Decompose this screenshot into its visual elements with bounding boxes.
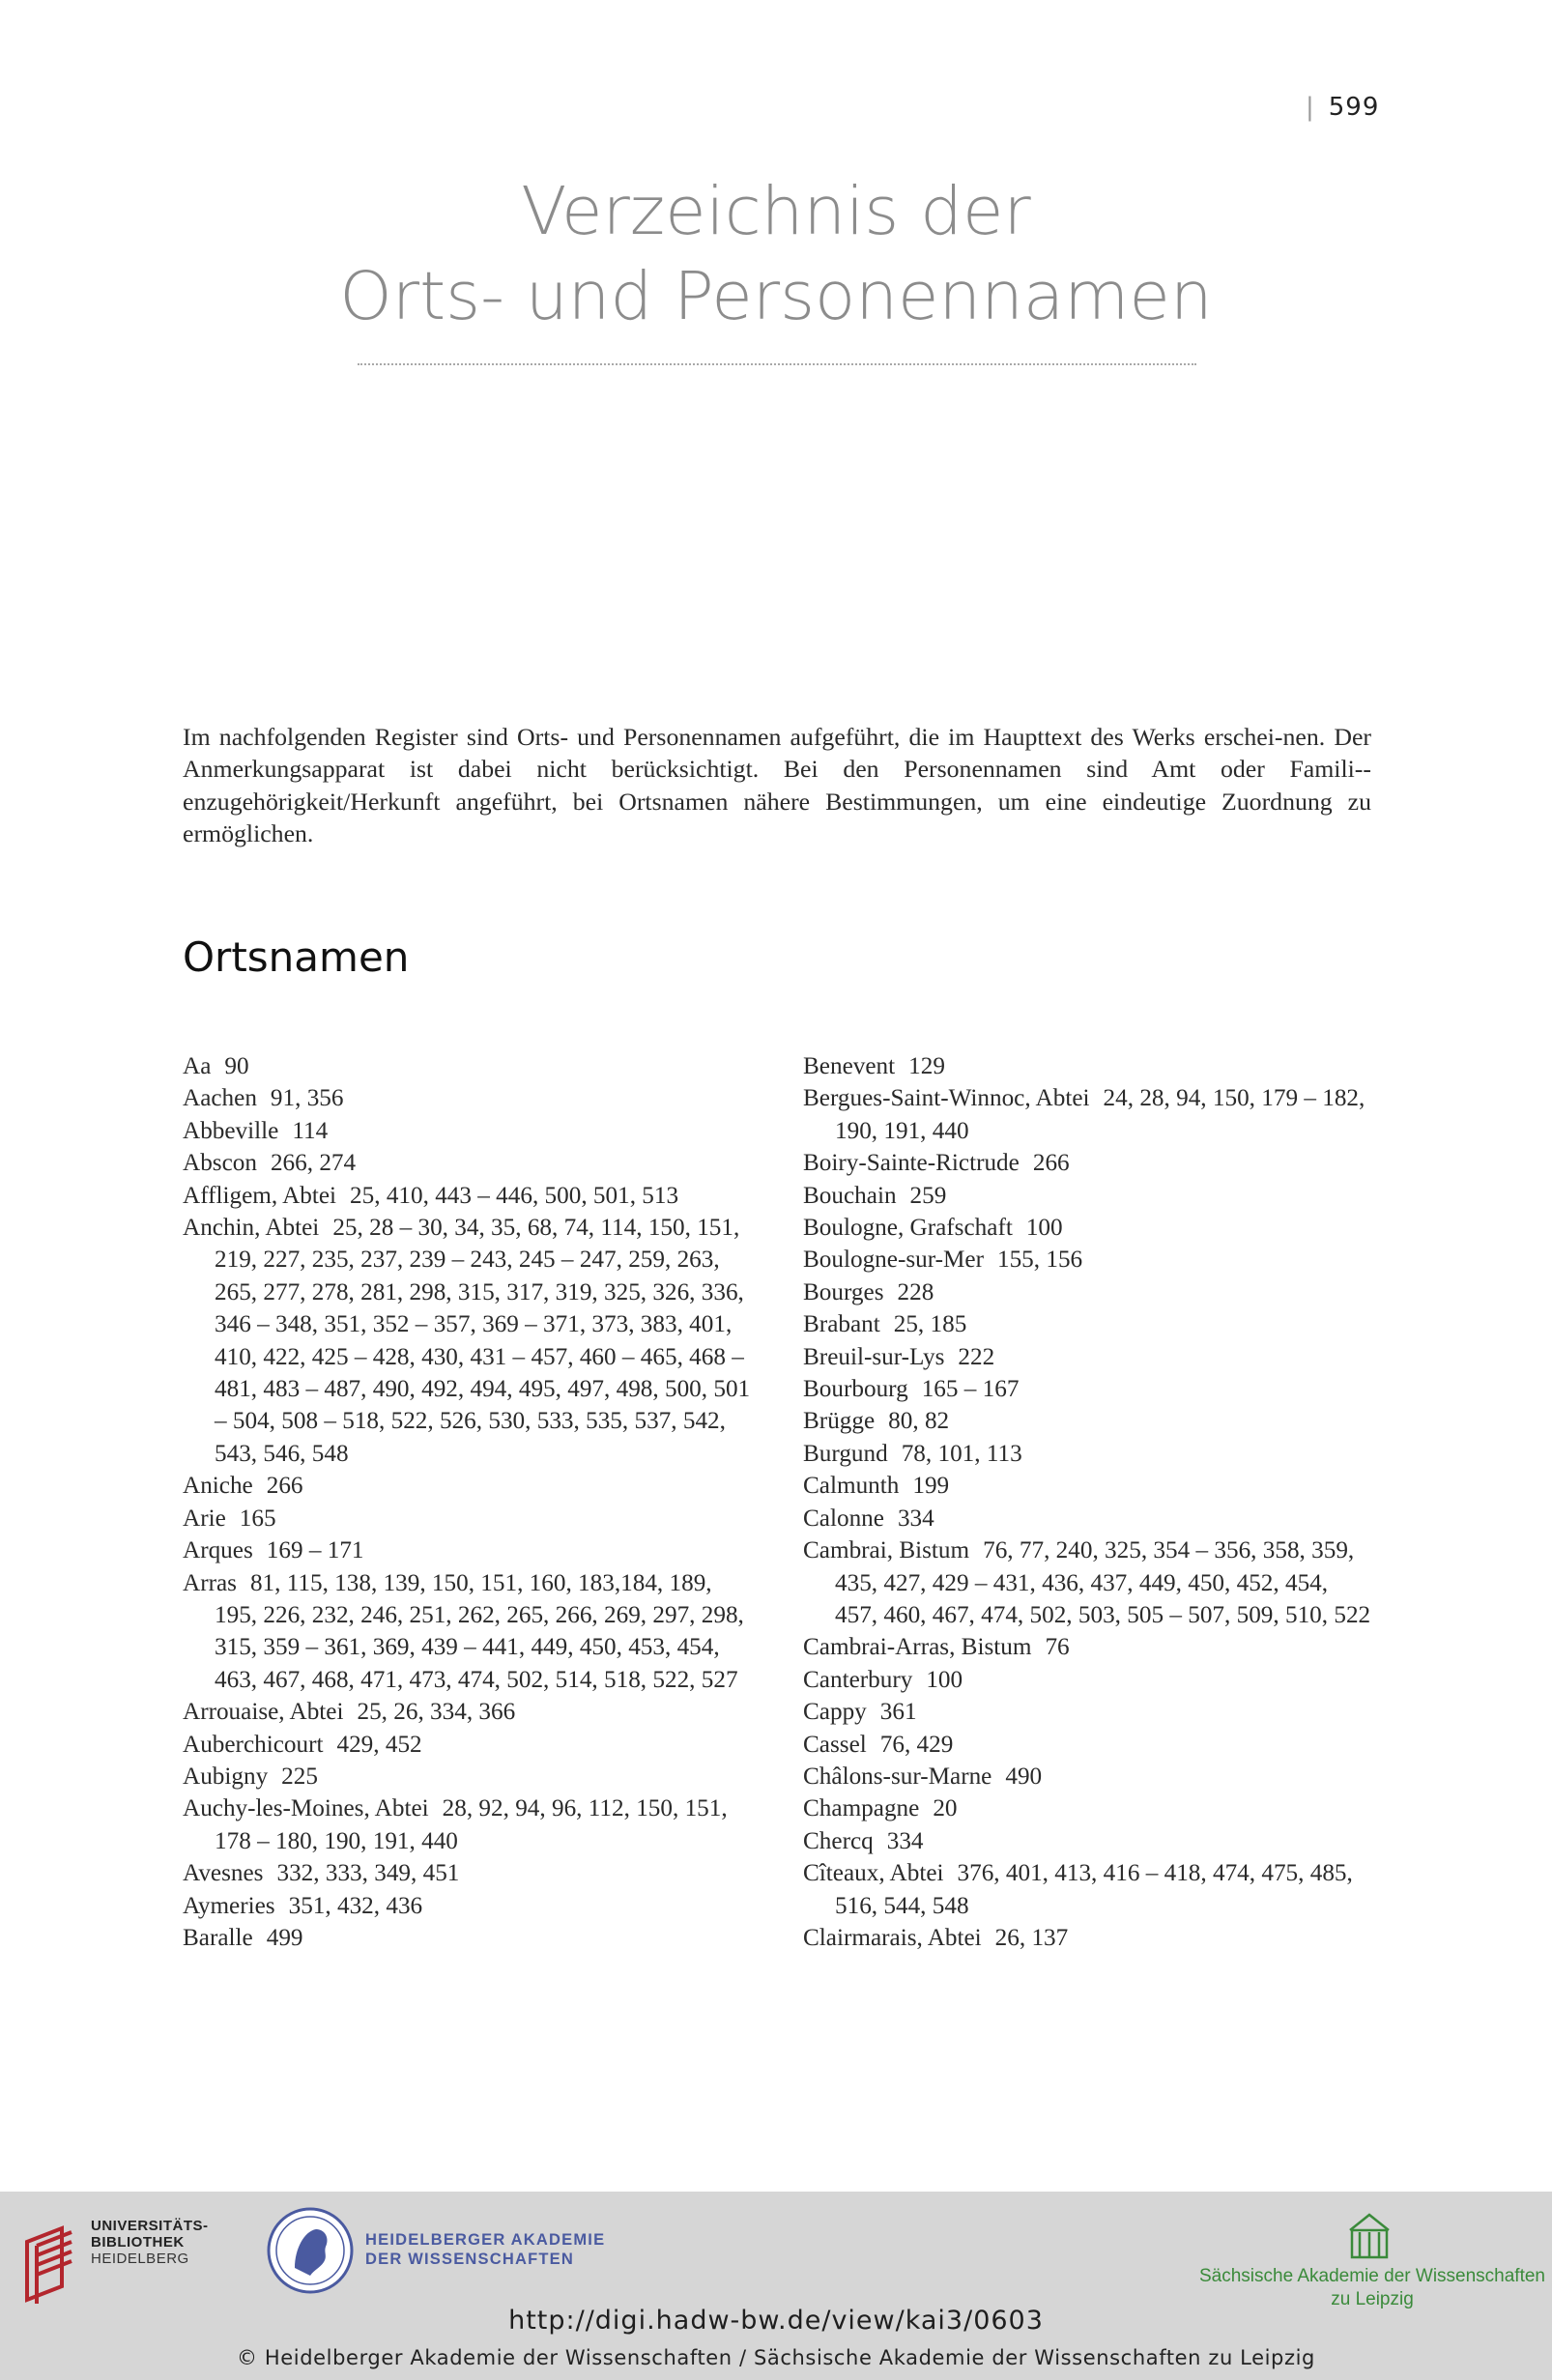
entry-pages: 76, 77, 240, 325, 354 – 356, 358, 359, 435, 427, 429 – 431, 436, 437, 449, 450, 452, 454, 457, 460, 467, 474, 502, 503, 505 – 507, 509, 510, 522	[835, 1537, 1371, 1628]
index-entry	[183, 1696, 753, 1728]
entry-pages: 266	[266, 1473, 303, 1500]
index-entry	[183, 1147, 753, 1179]
page-title	[0, 169, 1552, 339]
ub-logo-text[interactable]: UNIVERSITÄTS- BIBLIOTHEK HEIDELBERG	[91, 2218, 209, 2267]
index-entry	[803, 1664, 1373, 1696]
entry-pages: 25, 185	[893, 1311, 967, 1338]
entry-pages: 76	[1045, 1634, 1070, 1661]
title-line-1: Verzeichnis der	[521, 173, 1031, 250]
index-entry	[183, 1729, 753, 1761]
entry-name: Aymeries	[183, 1892, 275, 1919]
index-column-left	[183, 1050, 753, 1954]
entry-name: Arras	[183, 1569, 237, 1596]
index-entry	[803, 1082, 1373, 1147]
entry-pages: 225	[281, 1763, 318, 1790]
entry-pages: 78, 101, 113	[901, 1440, 1022, 1467]
entry-name: Bourges	[803, 1278, 884, 1305]
entry-name: Auberchicourt	[183, 1731, 324, 1758]
entry-pages: 266	[1032, 1150, 1070, 1177]
index-entry	[803, 1341, 1373, 1373]
entry-pages: 76, 429	[879, 1731, 954, 1758]
entry-pages: 499	[266, 1924, 303, 1951]
entry-pages: 334	[897, 1505, 934, 1532]
saw-logo-text[interactable]: Sächsische Akademie der Wissenschaften zu Leipzig	[1198, 2266, 1545, 2309]
intro-paragraph: Im nachfolgenden Register sind Orts- und Personennamen aufgeführt, die im Haupttext des Werks erschei-nen. Der Anmerkungsapparat ist dabei nicht berücksichtigt. Bei den Personennamen sind Amt oder Famili-enzugehörigkeit/Herkunft angeführt, bei Ortsnamen nähere Bestimmungen, um eine eindeutige Zuordnung zu ermöglichen.	[183, 722, 1371, 848]
index-entry	[803, 1050, 1373, 1082]
entry-pages: 351, 432, 436	[288, 1892, 423, 1919]
index-entry	[803, 1147, 1373, 1179]
entry-pages: 100	[926, 1666, 963, 1693]
index-entry	[803, 1825, 1373, 1857]
index-entry	[803, 1857, 1373, 1922]
entry-pages: 114	[292, 1117, 329, 1144]
entry-pages: 169 – 171	[266, 1537, 364, 1564]
entry-pages: 129	[908, 1053, 945, 1079]
index-entry	[803, 1534, 1373, 1631]
entry-pages: 222	[958, 1343, 995, 1370]
entry-pages: 100	[1025, 1215, 1063, 1242]
entry-name: Burgund	[803, 1440, 888, 1467]
entry-name: Canterbury	[803, 1666, 913, 1693]
index-entry	[183, 1180, 753, 1212]
index-entry	[183, 1922, 753, 1954]
entry-name: Boiry-Sainte-Rictrude	[803, 1150, 1020, 1177]
index-entry	[803, 1276, 1373, 1308]
index-entry	[803, 1308, 1373, 1340]
index-entry	[803, 1405, 1373, 1437]
entry-name: Chercq	[803, 1827, 874, 1854]
page-number: | 599	[1306, 93, 1380, 122]
index-column-right	[803, 1050, 1373, 1954]
entry-name: Cambrai-Arras, Bistum	[803, 1634, 1032, 1661]
entry-name: Aniche	[183, 1473, 253, 1500]
entry-name: Aachen	[183, 1085, 257, 1112]
index-entry	[183, 1890, 753, 1922]
index-entry	[803, 1761, 1373, 1792]
index-entry	[803, 1729, 1373, 1761]
index-entry	[803, 1373, 1373, 1405]
hadw-logo-text[interactable]: HEIDELBERGER AKADEMIE DER WISSENSCHAFTEN	[365, 2231, 606, 2268]
index-entry	[803, 1180, 1373, 1212]
entry-pages: 91, 356	[270, 1085, 344, 1112]
entry-name: Brügge	[803, 1408, 876, 1435]
hadw-seal-icon[interactable]	[266, 2206, 355, 2295]
entry-pages: 376, 401, 413, 416 – 418, 474, 475, 485, 516, 544, 548	[835, 1860, 1353, 1919]
entry-name: Cambrai, Bistum	[803, 1537, 970, 1564]
index-entry	[183, 1082, 753, 1114]
index-entry	[803, 1470, 1373, 1502]
entry-pages: 259	[909, 1182, 947, 1209]
entry-pages: 28, 92, 94, 96, 112, 150, 151, 178 – 180, 190, 191, 440	[215, 1795, 728, 1854]
entry-pages: 90	[224, 1053, 249, 1079]
entry-pages: 25, 26, 334, 366	[357, 1699, 516, 1726]
entry-pages: 490	[1005, 1763, 1043, 1790]
index-entry	[183, 1050, 753, 1082]
entry-name: Arques	[183, 1537, 253, 1564]
entry-name: Bourbourg	[803, 1376, 908, 1403]
entry-pages: 24, 28, 94, 150, 179 – 182, 190, 191, 440	[835, 1085, 1365, 1144]
index-entry	[183, 1470, 753, 1502]
entry-pages: 228	[897, 1278, 934, 1305]
entry-pages: 165 – 167	[921, 1376, 1020, 1403]
entry-name: Champagne	[803, 1795, 920, 1822]
entry-name: Avesnes	[183, 1860, 264, 1887]
index-entry	[803, 1503, 1373, 1534]
entry-pages: 26, 137	[994, 1924, 1069, 1951]
index-entry	[183, 1503, 753, 1534]
index-entry	[183, 1212, 753, 1470]
entry-name: Calmunth	[803, 1473, 900, 1500]
index-entry	[803, 1244, 1373, 1276]
entry-pages: 266, 274	[270, 1150, 357, 1177]
entry-name: Bouchain	[803, 1182, 897, 1209]
entry-pages: 20	[933, 1795, 958, 1822]
copyright-notice: © Heidelberger Akademie der Wissenschaften / Sächsische Akademie der Wissenschaften zu Leipzig	[237, 2346, 1315, 2369]
entry-name: Abbeville	[183, 1117, 279, 1144]
entry-pages: 332, 333, 349, 451	[276, 1860, 460, 1887]
entry-name: Arrouaise, Abtei	[183, 1699, 344, 1726]
entry-pages: 80, 82	[888, 1408, 950, 1435]
permalink-url[interactable]: http://digi.hadw-bw.de/view/kai3/0603	[508, 2306, 1044, 2336]
entry-name: Cappy	[803, 1699, 867, 1726]
entry-name: Aubigny	[183, 1763, 269, 1790]
entry-name: Cassel	[803, 1731, 867, 1758]
index-entry	[183, 1857, 753, 1889]
entry-pages: 334	[886, 1827, 924, 1854]
entry-pages: 25, 410, 443 – 446, 500, 501, 513	[350, 1182, 679, 1209]
entry-pages: 199	[912, 1473, 950, 1500]
index-entry	[183, 1792, 753, 1857]
entry-name: Boulogne-sur-Mer	[803, 1247, 984, 1274]
entry-pages: 429, 452	[336, 1731, 422, 1758]
entry-name: Breuil-sur-Lys	[803, 1343, 945, 1370]
entry-pages: 81, 115, 138, 139, 150, 151, 160, 183,184, 189, 195, 226, 232, 246, 251, 262, 265, 266, 269, 297, 298, 315, 359 – 361, 369, 439 – 441, 449, 450, 453, 454, 463, 467, 468, 471, 473, 474, 502, 514, 518, 522, 527	[215, 1569, 744, 1693]
saw-building-icon[interactable]	[1346, 2211, 1393, 2261]
index-entry	[803, 1438, 1373, 1470]
index-entry	[183, 1115, 753, 1147]
index-entry	[803, 1631, 1373, 1663]
entry-name: Aa	[183, 1053, 212, 1079]
entry-name: Cîteaux, Abtei	[803, 1860, 944, 1887]
entry-name: Brabant	[803, 1311, 880, 1338]
entry-name: Anchin, Abtei	[183, 1215, 320, 1242]
index-entry	[183, 1534, 753, 1566]
footer-bar	[0, 2192, 1552, 2380]
entry-pages: 165	[239, 1505, 276, 1532]
entry-name: Baralle	[183, 1924, 253, 1951]
entry-name: Arie	[183, 1505, 226, 1532]
index-entry	[803, 1792, 1373, 1824]
entry-name: Abscon	[183, 1150, 257, 1177]
entry-name: Châlons-sur-Marne	[803, 1763, 992, 1790]
entry-name: Affligem, Abtei	[183, 1182, 337, 1209]
index-entry	[803, 1696, 1373, 1728]
entry-name: Benevent	[803, 1053, 896, 1079]
entry-name: Boulogne, Grafschaft	[803, 1215, 1013, 1242]
entry-pages: 25, 28 – 30, 34, 35, 68, 74, 114, 150, 151, 219, 227, 235, 237, 239 – 243, 245 – 247, 259, 263, 265, 277, 278, 281, 298, 315, 317, 319, 325, 326, 336, 346 – 348, 351, 352 – 357, 369 – 371, 373, 383, 401, 410, 422, 425 – 428, 430, 431 – 457, 460 – 465, 468 – 481, 483 – 487, 490, 492, 494, 495, 497, 498, 500, 501 – 504, 508 – 518, 522, 526, 530, 533, 535, 537, 542, 543, 546, 548	[215, 1215, 751, 1467]
entry-pages: 361	[879, 1699, 917, 1726]
entry-pages: 155, 156	[996, 1247, 1083, 1274]
entry-name: Calonne	[803, 1505, 884, 1532]
index-entry	[183, 1761, 753, 1792]
entry-name: Auchy-les-Moines, Abtei	[183, 1795, 429, 1822]
entry-name: Clairmarais, Abtei	[803, 1924, 982, 1951]
index-entry	[803, 1922, 1373, 1954]
entry-name: Bergues-Saint-Winnoc, Abtei	[803, 1085, 1090, 1112]
index-entry	[183, 1567, 753, 1697]
title-divider	[358, 363, 1196, 365]
section-heading: Ortsnamen	[183, 933, 410, 981]
index-entry	[803, 1212, 1373, 1244]
title-line-2: Orts- und Personennamen	[339, 258, 1213, 335]
